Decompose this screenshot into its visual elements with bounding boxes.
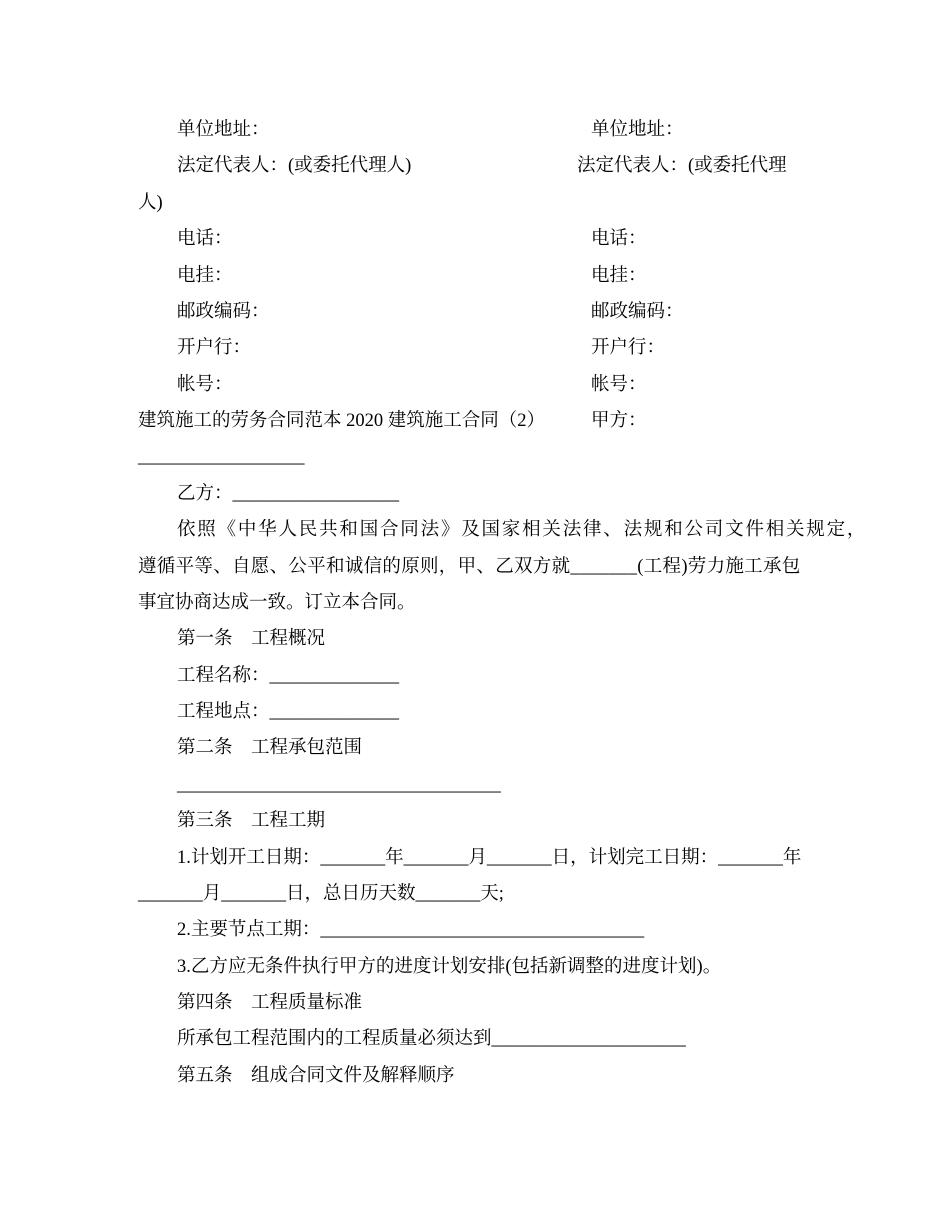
- project-location-label: 工程地点：: [177, 702, 270, 722]
- article-5-heading-row: [0, 1058, 950, 1094]
- right-representative-label: 法定代表人：(或委托代理: [577, 156, 787, 177]
- right-bank-label: 开户行：: [591, 338, 666, 359]
- account-row: [0, 367, 950, 403]
- right-telegraph-label: 电挂：: [591, 265, 647, 286]
- milestone-label: 2.主要节点工期：: [177, 920, 321, 941]
- article-1-heading: 第一条 工程概况: [177, 629, 326, 650]
- address-row: [0, 112, 950, 148]
- party-b-label: 乙方：: [177, 483, 233, 504]
- party-b-line: [177, 476, 399, 512]
- preamble-row-2: [0, 549, 950, 585]
- project-location-row: [0, 694, 950, 730]
- preamble-line-2: 遵循平等、自愿、公平和诚信的原则，甲、乙双方就_______(工程)劳力施工承包: [138, 556, 801, 577]
- quality-blank: _____________________: [491, 1029, 686, 1050]
- progress-plan-line: 3.乙方应无条件执行甲方的进度计划安排(包括新调整的进度计划)。: [177, 956, 722, 977]
- article-1-heading-row: [0, 621, 950, 657]
- right-account-label: 帐号：: [591, 374, 647, 395]
- bank-row: [0, 330, 950, 366]
- project-name-label: 工程名称：: [177, 665, 270, 686]
- party-b-row: [0, 476, 950, 512]
- schedule-row-2: [0, 876, 950, 912]
- contract-body: [0, 112, 950, 1094]
- right-phone-label: 电话：: [591, 229, 647, 250]
- phone-row: [0, 221, 950, 257]
- telegraph-row: [0, 258, 950, 294]
- party-a-blank-row: [0, 439, 950, 475]
- article-3-heading-row: [0, 803, 950, 839]
- project-location-blank: ______________: [269, 702, 400, 722]
- preamble-line-1: 依照《中华人民共和国合同法》及国家相关法律、法规和公司文件相关规定，: [177, 520, 868, 541]
- milestone-line: [177, 912, 644, 948]
- party-a-label: 甲方：: [591, 411, 647, 431]
- milestone-row: [0, 912, 950, 948]
- progress-plan-row: [0, 949, 950, 985]
- left-bank-label: 开户行：: [177, 338, 252, 359]
- preamble-row-3: [0, 585, 950, 621]
- left-account-label: 帐号：: [177, 374, 233, 395]
- project-name-blank: ______________: [269, 665, 400, 686]
- quality-line: [177, 1021, 686, 1057]
- party-a-blank: __________________: [138, 447, 305, 468]
- preamble-row-1: [0, 512, 950, 548]
- left-postcode-label: 邮政编码：: [177, 301, 270, 322]
- milestone-blank: ___________________________________: [320, 920, 645, 941]
- scope-blank-row: [0, 767, 950, 803]
- right-address-label: 单位地址：: [591, 120, 684, 140]
- article-4-heading: 第四条 工程质量标准: [177, 993, 363, 1013]
- preamble-line-3: 事宜协商达成一致。订立本合同。: [138, 592, 416, 613]
- article-2-heading-row: [0, 730, 950, 766]
- left-telegraph-label: 电挂：: [177, 265, 233, 286]
- planned-dates-line-2: _______月_______日，总日历天数_______天;: [138, 883, 504, 904]
- representative-wrap-row: [0, 185, 950, 221]
- postcode-row: [0, 294, 950, 330]
- contract-title: 建筑施工的劳务合同范本 2020 建筑施工合同（2）: [138, 411, 546, 431]
- left-phone-label: 电话：: [177, 229, 233, 250]
- project-name-line: [177, 658, 399, 694]
- project-name-row: [0, 658, 950, 694]
- party-b-blank: __________________: [232, 483, 400, 504]
- article-5-heading: 第五条 组成合同文件及解释顺序: [177, 1065, 455, 1086]
- schedule-row-1: [0, 840, 950, 876]
- quality-label: 所承包工程范围内的工程质量必须达到: [177, 1029, 492, 1050]
- planned-dates-line-1: 1.计划开工日期：_______年_______月_______日，计划完工日期：_______年: [177, 847, 802, 868]
- right-postcode-label: 邮政编码：: [591, 301, 684, 322]
- left-address-label: 单位地址：: [177, 120, 270, 140]
- project-location-line: [177, 694, 399, 730]
- article-3-heading: 第三条 工程工期: [177, 811, 326, 832]
- left-representative-label: 法定代表人：(或委托代理人): [177, 156, 412, 177]
- article-4-heading-row: [0, 985, 950, 1021]
- right-representative-label-wrap: 人): [138, 192, 163, 213]
- representative-row: [0, 148, 950, 184]
- title-row: [0, 403, 950, 439]
- scope-blank: ___________________________________: [177, 774, 501, 795]
- article-2-heading: 第二条 工程承包范围: [177, 738, 363, 759]
- quality-row: [0, 1021, 950, 1057]
